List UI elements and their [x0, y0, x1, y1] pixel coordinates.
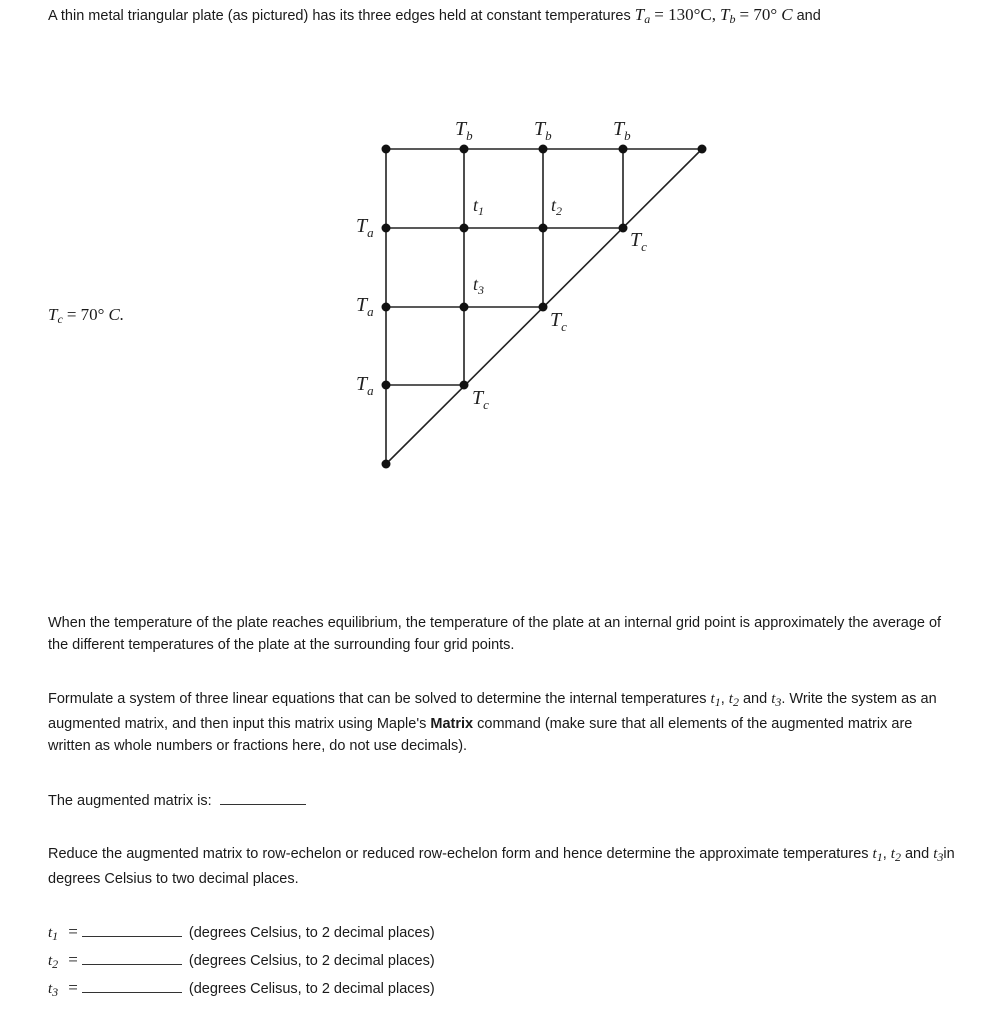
augmented-matrix-input[interactable] — [220, 790, 306, 805]
label-tc-2: $T_c$ — [550, 309, 567, 334]
answer-var: $t_2$ — [48, 953, 59, 971]
paragraph-reduce: Reduce the augmented matrix to row-echelon or reduced row-echelon form and hence determine the approximate temperatures $t_1$, $t_2$ and $t_3in$ degrees Celsius to two decimal places. — [48, 846, 955, 887]
label-tb-1: $T_b$ — [455, 118, 473, 143]
tc-unit: C. — [108, 305, 125, 324]
label-t3: $t_3$ — [473, 274, 485, 297]
tc-line — [48, 305, 124, 327]
answer-t3-input[interactable] — [82, 978, 182, 993]
label-tb-3: $T_b$ — [613, 118, 631, 143]
answer-t1-input[interactable] — [82, 922, 182, 937]
label-ta-2: $T_a$ — [356, 294, 374, 319]
var-t3: $t_3$ — [771, 691, 782, 709]
tb-unit: C — [781, 5, 793, 24]
answer-var: $t_3$ — [48, 981, 59, 999]
label-t2: $t_2$ — [551, 195, 563, 218]
tc-symbol: $T_c$ — [48, 305, 63, 326]
answer-hint: (degrees Celsius, to 2 decimal places) — [188, 925, 435, 941]
paragraph-formulate: Formulate a system of three linear equations that can be solved to determine the internal temperatures $t_1$, $t_2$ and $t_3$. Write the system as an augmented matrix, and then input this matrix using Maple's Matrix command (make sure that all elements of the augmented matrix are written as whole numbers or fractions here, do not use decimals). — [48, 691, 937, 754]
answer-hint: (degrees Celsius, to 2 decimal places) — [188, 953, 435, 969]
label-tc-3: $T_c$ — [472, 387, 489, 412]
answer-hint: (degrees Celisus, to 2 decimal places) — [188, 981, 435, 997]
answer-row-t2 — [48, 950, 435, 972]
var-t3-b: $t_3$ — [933, 846, 944, 864]
plate-figure — [340, 110, 720, 480]
augmented-matrix-row — [48, 790, 306, 809]
intro-and: and — [796, 8, 821, 24]
ta-value: = 130°C, — [654, 5, 717, 24]
answer-row-t1 — [48, 922, 435, 944]
answer-equals: = — [68, 950, 78, 969]
answer-equals: = — [68, 922, 78, 941]
label-t1: $t_1$ — [473, 195, 485, 218]
answer-row-t3 — [48, 978, 435, 1000]
intro-text: A thin metal triangular plate (as pictured) has its three edges held at constant temperatures — [48, 8, 631, 24]
tc-value: = 70° — [66, 305, 105, 324]
label-ta-1: $T_a$ — [356, 215, 374, 240]
ta-symbol: $T_a$ — [634, 5, 651, 26]
var-t2-b: $t_2$ — [890, 846, 901, 864]
var-t1: $t_1$ — [710, 691, 721, 709]
answer-t2-input[interactable] — [82, 950, 182, 965]
intro-line — [48, 5, 821, 27]
var-t1-b: $t_1$ — [872, 846, 883, 864]
maple-matrix-keyword: Matrix — [430, 716, 474, 732]
var-t2: $t_2$ — [728, 691, 739, 709]
answer-equals: = — [68, 978, 78, 997]
paragraph-equilibrium: When the temperature of the plate reaches equilibrium, the temperature of the plate at an internal grid point is approximately the average of the different temperatures of the plate at the surrounding four grid points. — [48, 615, 942, 653]
answer-var: $t_1$ — [48, 925, 59, 943]
label-tb-2: $T_b$ — [534, 118, 552, 143]
tb-symbol: $T_b$ — [720, 5, 736, 26]
augmented-label: The augmented matrix is: — [48, 793, 212, 809]
label-tc-1: $T_c$ — [630, 229, 647, 254]
tb-value: = 70° — [739, 5, 778, 24]
label-ta-3: $T_a$ — [356, 373, 374, 398]
